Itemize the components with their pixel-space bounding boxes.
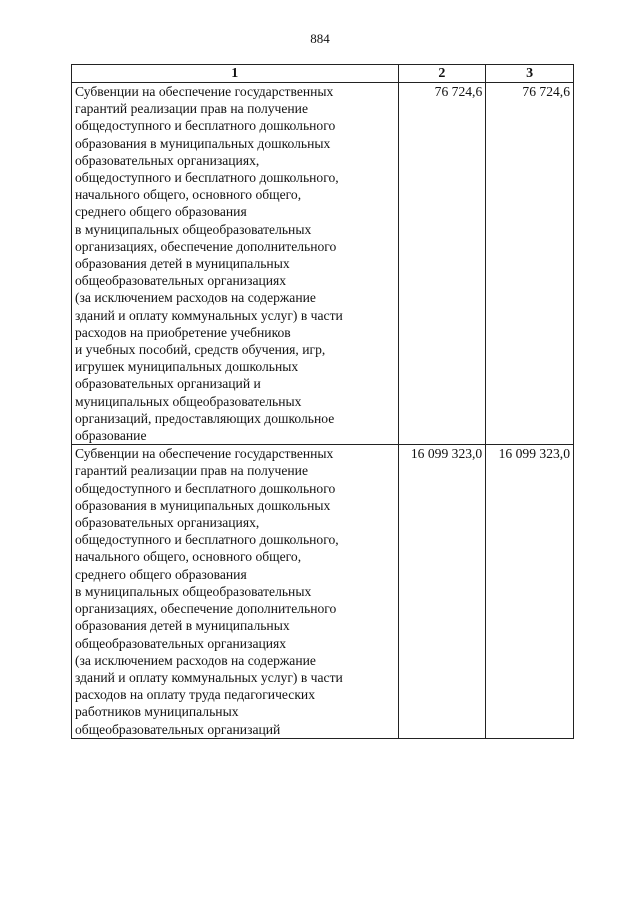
description-line: образовательных организациях, [75, 515, 260, 531]
description-line: общедоступного и бесплатного дошкольного, [75, 170, 339, 186]
row-description [72, 445, 399, 738]
description-line: (за исключением расходов на содержание [75, 290, 316, 306]
description-line: в муниципальных общеобразовательных [75, 583, 312, 599]
value-column-2: 16 099 323,0 [398, 445, 486, 738]
description-line: зданий и оплату коммунальных услуг) в части [75, 669, 343, 685]
budget-table [71, 64, 574, 739]
description-line: и учебных пособий, средств обучения, игр, [75, 342, 326, 358]
column-header-2: 2 [398, 65, 486, 83]
description-line: общеобразовательных организациях [75, 273, 287, 289]
description-line: Субвенции на обеспечение государственных [75, 84, 334, 99]
description-line: образовательных организаций и [75, 376, 261, 392]
row-description [72, 83, 399, 445]
description-line: работников муниципальных [75, 704, 239, 720]
description-line: гарантий реализации прав на получение [75, 101, 308, 117]
column-header-3: 3 [486, 65, 574, 83]
description-line: общеобразовательных организациях [75, 635, 287, 651]
description-line: образовательных организациях, [75, 152, 260, 168]
description-line: в муниципальных общеобразовательных [75, 221, 312, 237]
description-line: муниципальных общеобразовательных [75, 393, 302, 409]
description-line: общедоступного и бесплатного дошкольного, [75, 532, 339, 548]
value-column-2: 76 724,6 [398, 83, 486, 445]
description-line: зданий и оплату коммунальных услуг) в части [75, 307, 343, 323]
description-line: организаций, предоставляющих дошкольное [75, 410, 335, 426]
description-line: расходов на оплату труда педагогических [75, 687, 315, 703]
description-line: гарантий реализации прав на получение [75, 463, 308, 479]
table-body [72, 83, 574, 739]
description-line: расходов на приобретение учебников [75, 324, 291, 340]
table-row [72, 83, 574, 445]
description-line: (за исключением расходов на содержание [75, 652, 316, 668]
description-line: общедоступного и бесплатного дошкольного [75, 480, 336, 496]
value-column-3: 76 724,6 [486, 83, 574, 445]
description-line: общедоступного и бесплатного дошкольного [75, 118, 336, 134]
description-line: общеобразовательных организаций [75, 721, 281, 737]
description-line: начального общего, основного общего, [75, 549, 302, 565]
description-line: организациях, обеспечение дополнительного [75, 238, 337, 254]
description-line: начального общего, основного общего, [75, 187, 302, 203]
description-line: среднего общего образования [75, 204, 247, 220]
column-header-1: 1 [72, 65, 399, 83]
description-line: Субвенции на обеспечение государственных [75, 446, 334, 462]
table-header-row [72, 65, 574, 83]
description-line: образования в муниципальных дошкольных [75, 497, 331, 513]
description-line: образования в муниципальных дошкольных [75, 135, 331, 151]
description-line: организациях, обеспечение дополнительного [75, 601, 337, 617]
value-column-3: 16 099 323,0 [486, 445, 574, 738]
description-line: образования детей в муниципальных [75, 618, 290, 634]
table-row [72, 445, 574, 738]
description-line: игрушек муниципальных дошкольных [75, 359, 299, 375]
description-line: среднего общего образования [75, 566, 247, 582]
description-line: образования детей в муниципальных [75, 256, 290, 272]
description-line: образование [75, 428, 147, 444]
page-number: 884 [310, 31, 330, 46]
